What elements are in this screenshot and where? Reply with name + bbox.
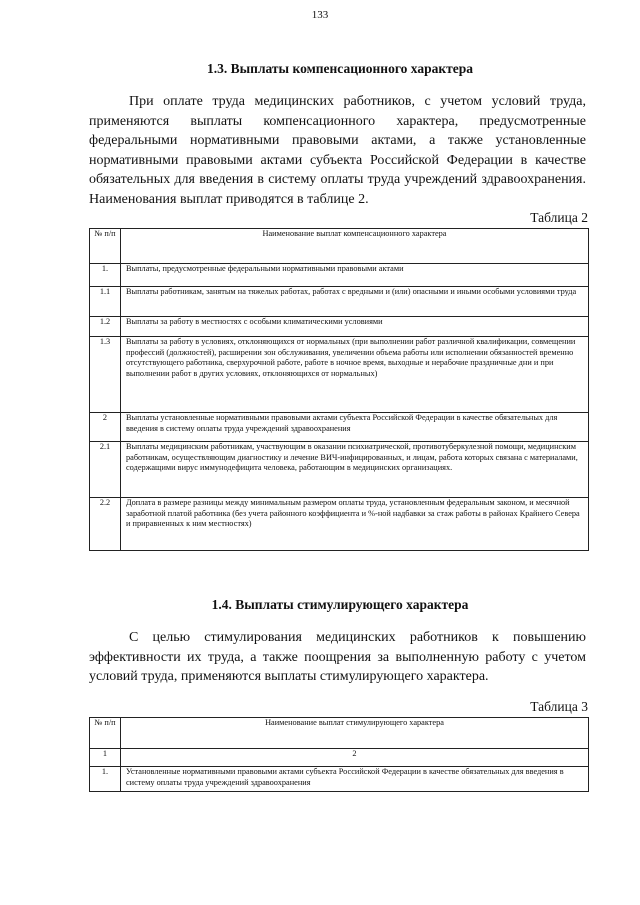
table-row [90, 442, 589, 498]
table-row [90, 317, 589, 337]
table-row [90, 498, 589, 551]
table-row-num: 2 [90, 413, 121, 442]
table-3-index-num: 1 [90, 749, 121, 767]
table-3 [89, 717, 589, 792]
table-row-num: 1. [90, 264, 121, 287]
table-row-text: Выплаты, предусмотренные федеральными нормативными правовыми актами [121, 264, 589, 287]
table-2-caption: Таблица 2 [530, 210, 588, 225]
table-row-text: Выплаты медицинским работникам, участвующим в оказании психиатрической, противотуберкулезной помощи, медицинским работникам, осуществляющим диагностику и лечение ВИЧ-инфицированных, и лицам, работа которых связана с материалами, содержащими вирус иммунодефицита человека, работающим в медицинских организациях. [121, 442, 589, 498]
table-row-text: Выплаты установленные нормативными правовыми актами субъекта Российской Федерации в качестве обязательных для введения в систему оплаты труда учреждений здравоохранения [121, 413, 589, 442]
table-row-text: Выплаты за работу в местностях с особыми климатическими условиями [121, 317, 589, 337]
table-row [90, 767, 589, 792]
table-row-num: 1.2 [90, 317, 121, 337]
table-2-header-name: Наименование выплат компенсационного характера [121, 229, 589, 264]
table-row-text: Доплата в размере разницы между минимальным размером оплаты труда, установленным федеральным законом, и месячной заработной платой работника (без учета районного коэффициента и %-ной надбавки за стаж работы в районах Крайнего Севера и приравненных к ним местностях) [121, 498, 589, 551]
section-1-3-paragraph: При оплате труда медицинских работников, с учетом условий труда, применяются выплаты компенсационного характера, предусмотренные федеральными нормативными правовыми актами, а также установленные нормативными правовыми актами субъекта Российской Федерации в качестве обязательных для введения в систему оплаты труда учреждений здравоохранения. Наименования выплат приводятся в таблице 2. [89, 94, 586, 207]
section-1-4-heading: 1.4. Выплаты стимулирующего характера [211, 597, 469, 612]
table-3-header-row [90, 718, 589, 749]
page-number: 133 [311, 9, 329, 21]
table-row-num: 1.1 [90, 287, 121, 317]
table-row [90, 264, 589, 287]
table-3-index-text: 2 [121, 749, 589, 767]
table-3-header-name: Наименование выплат стимулирующего характера [121, 718, 589, 749]
table-row [90, 413, 589, 442]
table-2 [89, 228, 589, 551]
section-1-3-heading: 1.3. Выплаты компенсационного характера [207, 61, 473, 76]
table-3-header-num: № п/п [90, 718, 121, 749]
table-3-caption: Таблица 3 [530, 699, 588, 714]
table-row-text: Выплаты за работу в условиях, отклоняющихся от нормальных (при выполнении работ различной квалификации, совмещении профессий (должностей), расширении зон обслуживания, увеличении объема работы или исполнении обязанностей временно отсутствующего работника, сверхурочной работе, работе в ночное время, выходные и нерабочие праздничные дни и при выполнении работ в других условиях, отклоняющихся от нормальных) [121, 337, 589, 413]
table-row [90, 337, 589, 413]
table-3-index-row [90, 749, 589, 767]
table-row-num: 1. [90, 767, 121, 792]
table-row-num: 1.3 [90, 337, 121, 413]
table-row [90, 287, 589, 317]
section-1-4-paragraph: С целью стимулирования медицинских работников к повышению эффективности их труда, а также поощрения за выполненную работу с учетом условий труда, применяются выплаты стимулирующего характера. [89, 630, 586, 685]
table-2-header-row [90, 229, 589, 264]
table-row-num: 2.2 [90, 498, 121, 551]
table-row-text: Выплаты работникам, занятым на тяжелых работах, работах с вредными и (или) опасными и иными особыми условиями труда [121, 287, 589, 317]
table-2-header-num: № п/п [90, 229, 121, 264]
table-row-text: Установленные нормативными правовыми актами субъекта Российской Федерации в качестве обязательных для введения в систему оплаты труда учреждений здравоохранения [121, 767, 589, 792]
table-row-num: 2.1 [90, 442, 121, 498]
